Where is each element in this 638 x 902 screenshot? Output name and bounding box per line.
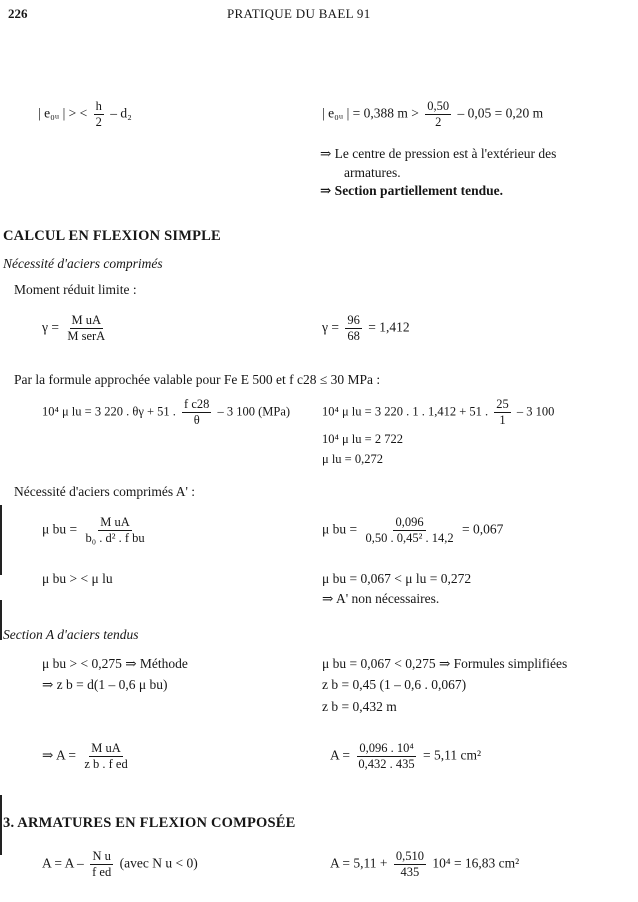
eccentricity-condition bbox=[38, 100, 132, 129]
mu-bu-formula-lhs: μ bu = bbox=[42, 521, 81, 537]
gamma-fraction: $\frac{\text{M uA}}{\text{M serA}}$ bbox=[67, 313, 106, 344]
mu-lu-formula-lhs: 10⁴ μ lu = 3 220 . θγ + 51 . bbox=[42, 404, 180, 419]
steel-area-value-lhs: A = bbox=[330, 747, 354, 763]
gamma-value-lhs: γ = bbox=[322, 319, 343, 335]
mu-lu-application bbox=[322, 398, 554, 427]
mu-bu-value-lhs: μ bu = bbox=[322, 521, 361, 537]
composed-area-formula-tail: (avec N u < 0) bbox=[116, 855, 198, 871]
mu-bu-numeric-fraction: $\frac{0,096}{\text{0,50 . 0,45² . 14,2}}$ bbox=[365, 515, 454, 546]
eccentricity-value bbox=[322, 100, 543, 129]
mu-lu-result-1: 10⁴ μ lu = 2 722 bbox=[322, 432, 403, 446]
nu-over-fed-fraction: $\frac{\text{N u}}{\text{f ed}}$ bbox=[92, 849, 112, 880]
running-title: PRATIQUE DU BAEL 91 bbox=[227, 6, 371, 21]
eccentricity-value-lhs: | e₀ᵤ | = 0,388 m > bbox=[322, 105, 423, 121]
composed-area-value bbox=[330, 850, 519, 879]
steel-area-formula bbox=[42, 742, 133, 771]
compressed-steel-not-needed: ⇒ A' non nécessaires. bbox=[322, 591, 440, 606]
mu-lu-formula-tail: – 3 100 (MPa) bbox=[214, 404, 291, 419]
mu-lu-application-lhs: 10⁴ μ lu = 3 220 . 1 . 1,412 + 51 . bbox=[322, 404, 492, 419]
approx-formula-intro: Par la formule approchée valable pour Fe E 500 et f c28 ≤ 30 MPa : bbox=[14, 372, 381, 387]
scan-margin-mark-1 bbox=[0, 505, 2, 575]
conclusion-pressure-centre: ⇒ Le centre de pression est à l'extérieur des bbox=[320, 146, 557, 161]
gamma-value bbox=[322, 314, 410, 343]
lever-arm-result: z b = 0,432 m bbox=[322, 699, 397, 714]
section-title-flexion-composee: 3. ARMATURES EN FLEXION COMPOSÉE bbox=[3, 815, 296, 831]
h-over-2-fraction: $\frac{h}{2}$ bbox=[95, 99, 102, 130]
mu-lu-application-tail: – 3 100 bbox=[513, 404, 555, 419]
eccentricity-value-tail: – 0,05 = 0,20 m bbox=[454, 105, 544, 121]
simplified-formulas: μ bu = 0,067 < 0,275 ⇒ Formules simplifiées bbox=[322, 656, 568, 671]
gamma-definition-lhs: γ = bbox=[42, 319, 63, 335]
composed-area-fraction: $\frac{0,510}{435}$ bbox=[395, 849, 424, 880]
mu-bu-value bbox=[322, 516, 503, 545]
fc28-over-theta-fraction: $\frac{\text{f c28}}{\theta}$ bbox=[184, 397, 210, 428]
reduced-moment-label: Moment réduit limite : bbox=[14, 282, 137, 297]
page-number: 226 bbox=[8, 6, 28, 21]
composed-area-value-tail: 10⁴ = 16,83 cm² bbox=[428, 855, 520, 871]
mu-lu-formula bbox=[42, 398, 290, 427]
scan-margin-mark-2 bbox=[0, 600, 2, 640]
gamma-numeric-fraction: $\frac{96}{68}$ bbox=[347, 313, 360, 344]
lever-arm-formula: ⇒ z b = d(1 – 0,6 μ bu) bbox=[42, 677, 168, 692]
subsection-compressed-steel: Nécessité d'aciers comprimés bbox=[3, 256, 163, 271]
mu-comparison-value: μ bu = 0,067 < μ lu = 0,272 bbox=[322, 571, 472, 586]
mu-bu-formula bbox=[42, 516, 150, 545]
conclusion-pressure-centre-cont: armatures. bbox=[344, 165, 401, 180]
mu-bu-value-tail: = 0,067 bbox=[458, 521, 504, 537]
eccentricity-condition-tail: – d₂ bbox=[106, 105, 132, 121]
conclusion-partially-tensioned: ⇒ Section partiellement tendue. bbox=[320, 183, 504, 198]
composed-area-value-lhs: A = 5,11 + bbox=[330, 855, 391, 871]
steel-area-fraction: $\frac{\text{M uA}}{\text{z b . f ed}}$ bbox=[84, 741, 128, 772]
lever-arm-application: z b = 0,45 (1 – 0,6 . 0,067) bbox=[322, 677, 467, 692]
twentyfive-over-one-fraction: $\frac{25}{1}$ bbox=[496, 397, 509, 428]
mu-comparison: μ bu > < μ lu bbox=[42, 571, 113, 586]
steel-area-value bbox=[330, 742, 481, 771]
subsection-tension-steel: Section A d'aciers tendus bbox=[3, 627, 139, 642]
scan-margin-mark-3 bbox=[0, 795, 2, 855]
steel-area-formula-lhs: ⇒ A = bbox=[42, 747, 80, 763]
half-height-fraction: $\frac{0,50}{2}$ bbox=[427, 99, 450, 130]
mu-lu-result-2: μ lu = 0,272 bbox=[322, 452, 383, 466]
composed-area-formula bbox=[42, 850, 198, 879]
gamma-value-tail: = 1,412 bbox=[364, 319, 410, 335]
necessity-label: Nécessité d'aciers comprimés A' : bbox=[14, 484, 196, 499]
eccentricity-condition-lhs: | e₀ᵤ | > < bbox=[38, 105, 91, 121]
method-condition: μ bu > < 0,275 ⇒ Méthode bbox=[42, 656, 188, 671]
section-title-flexion-simple: CALCUL EN FLEXION SIMPLE bbox=[3, 228, 221, 244]
mu-bu-fraction: $\frac{\text{M uA}}{\text{b₀ . d² . f bu}}$ bbox=[85, 515, 145, 546]
steel-area-value-tail: = 5,11 cm² bbox=[419, 747, 482, 763]
gamma-definition bbox=[42, 314, 110, 343]
composed-area-formula-lhs: A = A – bbox=[42, 855, 88, 871]
steel-area-numeric-fraction: $\frac{\text{0,096 . 10⁴}}{0,432 . 435}$ bbox=[358, 741, 415, 772]
